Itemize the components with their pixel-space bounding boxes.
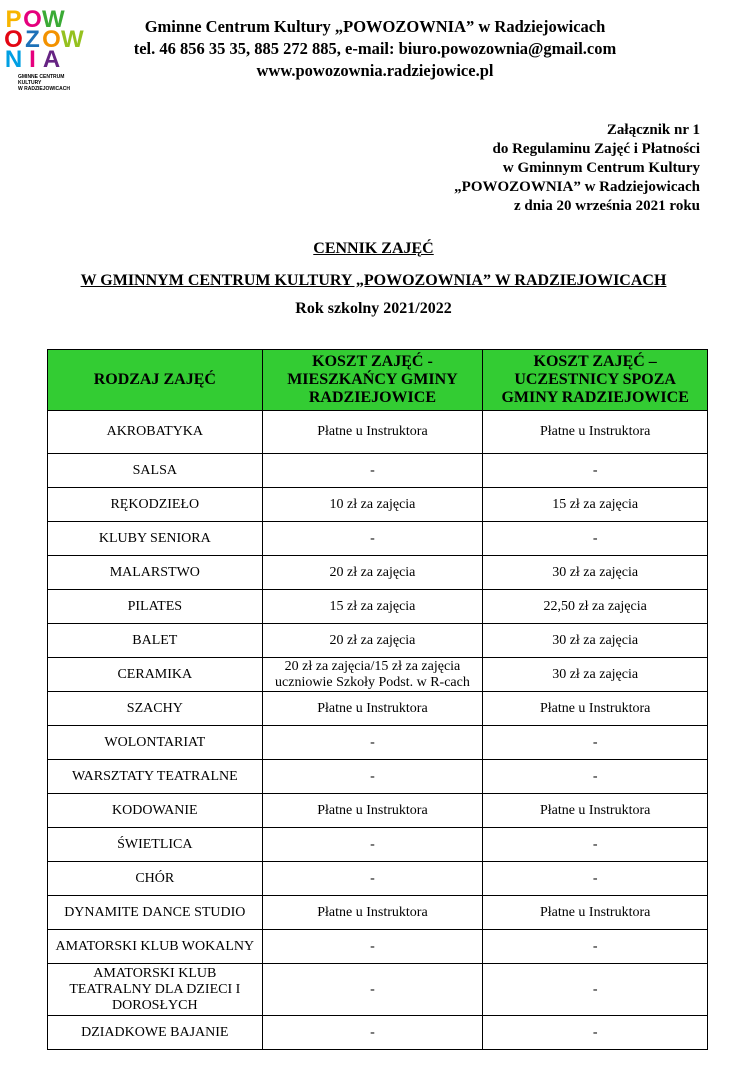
logo-letter: I xyxy=(29,46,36,73)
table-row xyxy=(48,726,708,760)
table-row xyxy=(48,411,708,454)
cost-residents-cell: 10 zł za zajęcia xyxy=(262,488,483,522)
activity-cell: PILATES xyxy=(48,590,263,624)
logo-letter: N xyxy=(4,46,23,73)
activity-cell: KODOWANIE xyxy=(48,794,263,828)
cost-non-residents-cell: Płatne u Instruktora xyxy=(483,896,708,930)
cost-non-residents-cell: 15 zł za zajęcia xyxy=(483,488,708,522)
cost-non-residents-cell: - xyxy=(483,828,708,862)
price-table xyxy=(47,349,708,1050)
cost-non-residents-cell: - xyxy=(483,930,708,964)
cost-residents-cell: - xyxy=(262,454,483,488)
cost-non-residents-cell: - xyxy=(483,1016,708,1050)
activity-cell: BALET xyxy=(48,624,263,658)
table-row xyxy=(48,488,708,522)
header-cost-residents: KOSZT ZAJĘĆ - MIESZKAŃCY GMINY RADZIEJOWICE xyxy=(262,350,483,411)
table-row xyxy=(48,964,708,1016)
document-subtitle: W GMINNYM CENTRUM KULTURY „POWOZOWNIA” W RADZIEJOWICACH xyxy=(80,272,667,289)
cost-residents-cell: - xyxy=(262,1016,483,1050)
activity-cell: AMATORSKI KLUB WOKALNY xyxy=(48,930,263,964)
cost-non-residents-cell: - xyxy=(483,964,708,1016)
header-activity-type: RODZAJ ZAJĘĆ xyxy=(48,350,263,411)
cost-residents-cell: Płatne u Instruktora xyxy=(262,794,483,828)
letterhead-website: www.powozownia.radziejowice.pl xyxy=(256,61,494,80)
table-header-row xyxy=(48,350,708,411)
cost-residents-cell: - xyxy=(262,964,483,1016)
activity-cell: AKROBATYKA xyxy=(48,411,263,454)
activity-cell: CERAMIKA xyxy=(48,658,263,692)
table-row xyxy=(48,556,708,590)
table-row xyxy=(48,658,708,692)
cost-residents-cell: - xyxy=(262,522,483,556)
letterhead-contact: tel. 46 856 35 35, 885 272 885, e-mail: biuro.powozownia@gmail.com xyxy=(133,39,617,58)
logo-letter: W xyxy=(42,6,65,33)
table-row xyxy=(48,896,708,930)
logo-letter-row xyxy=(4,46,86,73)
activity-cell: SZACHY xyxy=(48,692,263,726)
cost-non-residents-cell: - xyxy=(483,454,708,488)
logo-letter: O xyxy=(42,26,61,53)
activity-cell: SALSA xyxy=(48,454,263,488)
cost-non-residents-cell: 22,50 zł za zajęcia xyxy=(483,590,708,624)
cost-non-residents-cell: 30 zł za zajęcia xyxy=(483,624,708,658)
powozownia-logo xyxy=(4,6,86,92)
cost-residents-cell: 20 zł za zajęcia xyxy=(262,556,483,590)
cost-residents-cell: 15 zł za zajęcia xyxy=(262,590,483,624)
cost-residents-cell: Płatne u Instruktora xyxy=(262,692,483,726)
table-row xyxy=(48,692,708,726)
cost-non-residents-cell: - xyxy=(483,726,708,760)
activity-cell: ŚWIETLICA xyxy=(48,828,263,862)
cost-non-residents-cell: Płatne u Instruktora xyxy=(483,692,708,726)
table-row xyxy=(48,828,708,862)
activity-cell: KLUBY SENIORA xyxy=(48,522,263,556)
cost-residents-cell: 20 zł za zajęcia xyxy=(262,624,483,658)
cost-non-residents-cell: Płatne u Instruktora xyxy=(483,411,708,454)
logo-letter: O xyxy=(23,6,42,33)
logo-letter: A xyxy=(42,46,61,73)
cost-residents-cell: Płatne u Instruktora xyxy=(262,411,483,454)
cost-non-residents-cell: 30 zł za zajęcia xyxy=(483,658,708,692)
logo-letter: P xyxy=(5,6,22,33)
table-row xyxy=(48,794,708,828)
cost-non-residents-cell: - xyxy=(483,760,708,794)
activity-cell: RĘKODZIEŁO xyxy=(48,488,263,522)
cost-residents-cell: 20 zł za zajęcia/15 zł za zajęcia uczniowie Szkoły Podst. w R-cach xyxy=(262,658,483,692)
table-row xyxy=(48,522,708,556)
activity-cell: MALARSTWO xyxy=(48,556,263,590)
cost-residents-cell: - xyxy=(262,760,483,794)
cost-non-residents-cell: Płatne u Instruktora xyxy=(483,794,708,828)
activity-cell: CHÓR xyxy=(48,862,263,896)
table-row xyxy=(48,930,708,964)
activity-cell: DYNAMITE DANCE STUDIO xyxy=(48,896,263,930)
activity-cell: DZIADKOWE BAJANIE xyxy=(48,1016,263,1050)
logo-subtitle: GMINNE CENTRUM KULTURY W RADZIEJOWICACH xyxy=(18,74,70,92)
table-row xyxy=(48,624,708,658)
table-row xyxy=(48,590,708,624)
logo-letter: W xyxy=(61,26,84,53)
cost-residents-cell: Płatne u Instruktora xyxy=(262,896,483,930)
cost-residents-cell: - xyxy=(262,862,483,896)
cost-residents-cell: - xyxy=(262,828,483,862)
logo-letter: Z xyxy=(25,26,40,53)
header-cost-non-residents: KOSZT ZAJĘĆ – UCZESTNICY SPOZA GMINY RADZIEJOWICE xyxy=(483,350,708,411)
table-row xyxy=(48,862,708,896)
activity-cell: WARSZTATY TEATRALNE xyxy=(48,760,263,794)
school-year: Rok szkolny 2021/2022 xyxy=(295,300,452,317)
table-row xyxy=(48,454,708,488)
cost-residents-cell: - xyxy=(262,726,483,760)
cost-residents-cell: - xyxy=(262,930,483,964)
cost-non-residents-cell: 30 zł za zajęcia xyxy=(483,556,708,590)
cost-non-residents-cell: - xyxy=(483,862,708,896)
cost-non-residents-cell: - xyxy=(483,522,708,556)
activity-cell: WOLONTARIAT xyxy=(48,726,263,760)
document-title: CENNIK ZAJĘĆ xyxy=(313,240,434,257)
attachment-note: Załącznik nr 1 do Regulaminu Zajęć i Płatności w Gminnym Centrum Kultury „POWOZOWNIA” w Radziejowicach z dnia 20 września 2021 roku xyxy=(454,122,700,214)
letterhead-org-name: Gminne Centrum Kultury „POWOZOWNIA” w Radziejowicach xyxy=(144,17,606,36)
activity-cell: AMATORSKI KLUB TEATRALNY DLA DZIECI I DOROSŁYCH xyxy=(48,964,263,1016)
table-row xyxy=(48,1016,708,1050)
logo-letter: O xyxy=(4,26,23,53)
letterhead xyxy=(90,16,660,82)
table-row xyxy=(48,760,708,794)
